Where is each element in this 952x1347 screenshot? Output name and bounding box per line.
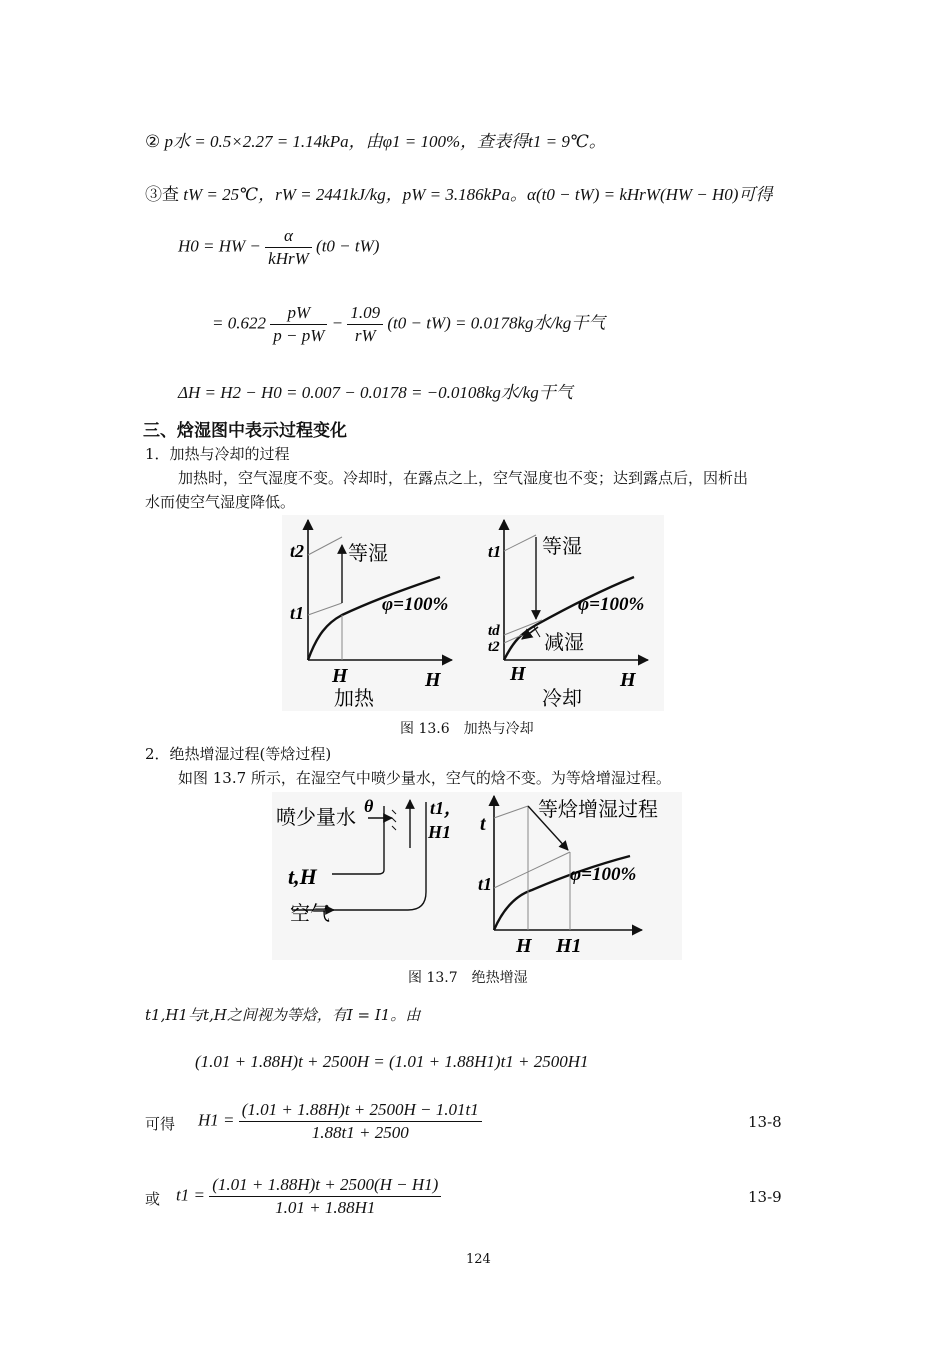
heating-saturation-curve xyxy=(308,577,440,660)
cooling-phi-label: φ=100% xyxy=(578,594,645,615)
isenthalpic-h1-label: H1 xyxy=(556,935,582,957)
eq-number-13-8: 13-8 xyxy=(748,1113,782,1131)
cooling-td-label: td xyxy=(488,623,500,639)
cooling-diagram xyxy=(488,520,648,710)
subsection-adiabatic: 2．绝热增湿过程(等焓过程) xyxy=(145,745,332,763)
cooling-t1-label: t1 xyxy=(488,542,502,561)
isenthalpic-h-label: H xyxy=(516,935,532,957)
eq-enthalpy-balance: (1.01 + 1.88H)t + 2500H = (1.01 + 1.88H1)t1 + 2500H1 xyxy=(195,1052,589,1071)
heating-diagram xyxy=(290,520,452,710)
figure-13-6-caption: 图 13.6 加热与冷却 xyxy=(400,721,534,737)
cooling-t2-label: t2 xyxy=(488,639,500,655)
paragraph-1-line-1: 加热时，空气湿度不变。冷却时，在露点之上，空气湿度也不变；达到露点后，因析出 xyxy=(178,469,749,487)
eq-13-9: t1 = $\frac{(1.01 + 1.88H)t + 2500(H - H1)}{1.01 + 1.88H1}$ xyxy=(176,1174,441,1219)
air-label: 空气 xyxy=(290,901,330,925)
isenthalpic-title: 等焓增湿过程 xyxy=(538,797,658,821)
outlet-t1-label: t1， xyxy=(430,798,463,818)
label-keyi: 可得 xyxy=(145,1115,176,1133)
label-huo: 或 xyxy=(145,1190,161,1208)
eq-13-8: H1 = $\frac{(1.01 + 1.88H)t + 2500H - 1.01t1}{1.88t1 + 2500}$ xyxy=(198,1099,482,1144)
paragraph-1-line-2: 水而使空气湿度降低。 xyxy=(145,493,296,511)
cooling-title: 冷却 xyxy=(542,686,582,710)
spray-schematic xyxy=(276,796,462,925)
subsection-heating-cooling: 1．加热与冷却的过程 xyxy=(145,445,290,463)
paragraph-3: t1,H1与t,H之间视为等焓，有I = I1。由 xyxy=(145,1006,421,1024)
theta-label: θ xyxy=(364,796,374,816)
heating-phi-label: φ=100% xyxy=(382,594,449,615)
heating-equal-label: 等湿 xyxy=(348,541,388,565)
outlet-h1-label: H1 xyxy=(428,822,452,842)
heating-h-tick: H xyxy=(332,665,348,687)
figure-13-7 xyxy=(272,792,682,960)
isenthalpic-diagram xyxy=(478,796,658,957)
figure-13-6 xyxy=(282,515,664,711)
cooling-h-axis-label: H xyxy=(620,669,636,691)
page-number: 124 xyxy=(466,1252,491,1267)
cooling-reduce-label: 减湿 xyxy=(544,630,584,654)
line-tw: ③查 tW = 25℃，rW = 2441kJ/kg，pW = 3.186kPa。α(t0 − tW) = kHrW(HW − H0)可得 xyxy=(145,185,773,204)
heating-t2-label: t2 xyxy=(290,541,305,561)
eq-h0-line2: = 0.622 $\frac{pW}{p - pW}$ − $\frac{1.09}{rW}$ (t0 − tW) = 0.0178kg水/kg干气 xyxy=(212,303,606,345)
cooling-equal-label: 等湿 xyxy=(542,534,582,558)
figure-13-7-caption: 图 13.7 绝热增湿 xyxy=(408,970,528,986)
heating-title: 加热 xyxy=(334,686,374,710)
section-heading: 三、焓湿图中表示过程变化 xyxy=(143,421,347,441)
heating-h-axis-label: H xyxy=(425,669,441,691)
eq-number-13-9: 13-9 xyxy=(748,1188,782,1206)
cooling-h-tick: H xyxy=(510,663,526,685)
eq-h0-fraction: $\frac{\alpha}{\text{kHrW}}$ xyxy=(265,225,312,270)
heating-t1-label: t1 xyxy=(290,603,305,623)
paragraph-2: 如图 13.7 所示，在湿空气中喷少量水，空气的焓不变。为等焓增湿过程。 xyxy=(178,769,671,787)
inlet-tH-label: t,H xyxy=(288,864,317,889)
eq-delta-h: ΔH = H2 − H0 = 0.007 − 0.0178 = −0.0108kg水/kg干气 xyxy=(178,383,573,402)
isenthalpic-t1-label: t1 xyxy=(478,874,493,894)
spray-water-label: 喷少量水 xyxy=(276,805,356,829)
isenthalpic-t-label: t xyxy=(480,813,486,835)
eq-h0: H0 = HW − $\frac{\alpha}{\text{kHrW}}$ (t0 − tW) xyxy=(178,226,380,268)
line-p-water: ② p水 = 0.5×2.27 = 1.14kPa，由φ1 = 100%，查表得t1 = 9℃。 xyxy=(145,132,606,151)
isenthalpic-phi-label: φ=100% xyxy=(570,864,637,885)
